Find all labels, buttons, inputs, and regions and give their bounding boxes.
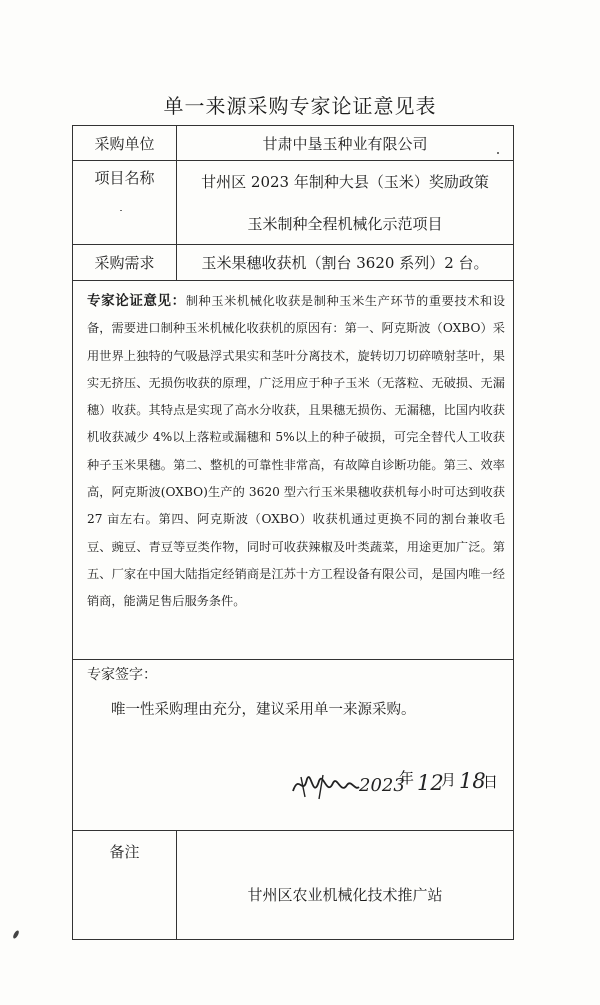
signature-date [289, 767, 499, 807]
form-table [72, 125, 514, 940]
date-year: 2023 [359, 775, 405, 796]
date-day-suffix: 日 [483, 773, 499, 791]
signature-cell [73, 660, 514, 831]
page-title: 单一来源采购专家论证意见表 [163, 94, 437, 118]
handwritten-signature [289, 767, 361, 805]
row-project-name [73, 161, 514, 203]
row-purchasing-need [73, 245, 514, 281]
row-remarks [73, 831, 514, 940]
date-day: 18 [459, 769, 486, 793]
opinion-paragraph [73, 281, 513, 616]
scan-speck [12, 930, 20, 940]
date-month-suffix: 月 [441, 771, 457, 789]
row-expert-signature [73, 660, 514, 831]
opinion-cell [73, 281, 514, 660]
need-label: 采购需求 [73, 245, 177, 281]
opinion-heading: 专家论证意见： [87, 293, 186, 309]
note-value: 甘州区农业机械化技术推广站 [177, 831, 514, 940]
row-expert-opinion [73, 281, 514, 660]
need-value: 玉米果穗收获机（割台 3620 系列）2 台。 [177, 245, 514, 281]
project-line1: 甘州区 2023 年制种大县（玉米）奖励政策 [177, 161, 514, 203]
scan-speck [120, 210, 122, 211]
unit-value: 甘肃中垦玉种业有限公司 [177, 126, 514, 161]
signature-label: 专家签字： [87, 667, 157, 683]
unit-label: 采购单位 [73, 126, 177, 161]
opinion-body: 制种玉米机械化收获是制种玉米生产环节的重要技术和设备，需要进口制种玉米机械化收获机的原因有：第一、阿克斯波（OXBO）采用世界上独特的气吸悬浮式果实和茎叶分离技术，旋转切刀切碎喷射茎叶，果实无挤压、无损伤收获的原理，广泛用应于种子玉米（无落粒、无破损、无漏穗）收获。其特点是实现了高水分收获，且果穗无损伤、无漏穗，比国内收获机收获减少 4%以上落粒或漏穗和 5%以上的种子破损，可完全替代人工收获种子玉米果穗。第二、整机的可靠性非常高，有故障自诊断功能。第三、效率高，阿克斯波(OXBO)生产的 3620 型六行玉米果穗收获机每小时可达到收获 27 亩左右。第四、阿克斯波（OXBO）收获机通过更换不同的割台兼收毛豆、豌豆、青豆等豆类作物，同时可收获辣椒及叶类蔬菜，用途更加广泛。第五、厂家在中国大陆指定经销商是江苏十方工程设备有限公司，是国内唯一经销商，能满足售后服务条件。 [87, 294, 506, 609]
project-label [73, 161, 177, 245]
project-label-text: 项目名称 [94, 168, 155, 187]
note-label: 备注 [73, 831, 177, 940]
signature-statement: 唯一性采购理由充分，建议采用单一来源采购。 [111, 702, 416, 718]
project-line2: 玉米制种全程机械化示范项目 [177, 203, 514, 245]
date-year-suffix: 年 [399, 769, 415, 787]
scan-speck [497, 152, 499, 154]
row-purchasing-unit [73, 126, 514, 161]
date-month: 12 [417, 771, 444, 795]
